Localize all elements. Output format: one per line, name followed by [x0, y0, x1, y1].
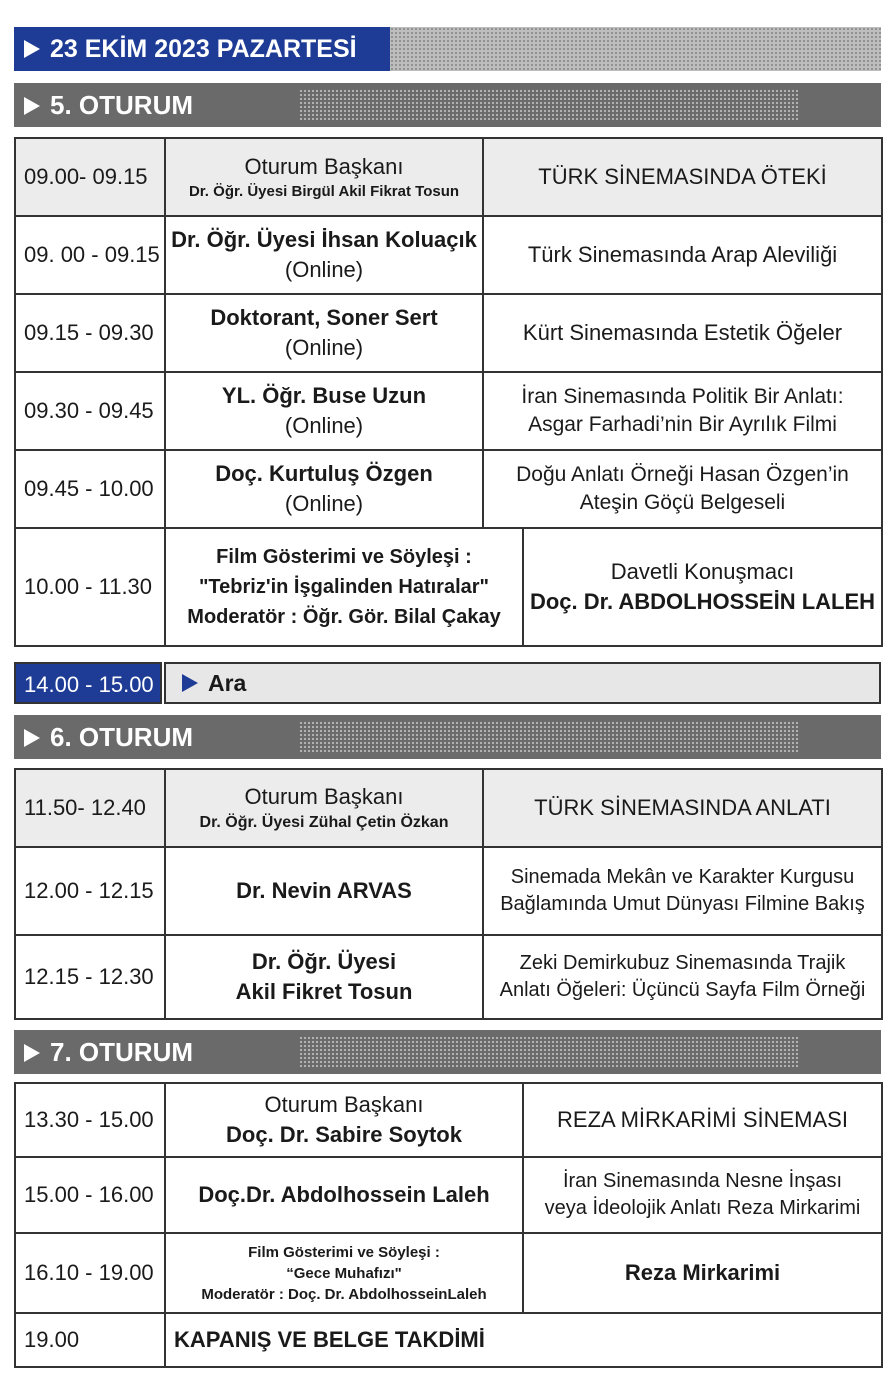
table-row: 11.50- 12.40 Oturum Başkanı Dr. Öğr. Üyesi Zühal Çetin Özkan TÜRK SİNEMASINDA ANLATI	[15, 769, 882, 847]
table-row: 09. 00 - 09.15 Dr. Öğr. Üyesi İhsan Koluaçık (Online) Türk Sinemasında Arap Aleviliği	[15, 216, 882, 294]
table-row: 10.00 - 11.30 Film Gösterimi ve Söyleşi : "Tebriz'in İşgalinden Hatıralar" Moderatör : Öğr. Gör. Bilal Çakay Davetli Konuşmacı Doç. Dr. ABDOLHOSSEİN LALEH	[15, 528, 882, 646]
play-triangle-icon	[24, 729, 40, 747]
session-6-table	[14, 768, 883, 1020]
day-header	[14, 27, 881, 71]
session-5-title: 5. OTURUM	[50, 90, 193, 120]
break-label-box: Ara	[164, 662, 881, 704]
session-6-header	[14, 715, 881, 759]
table-row: 09.15 - 09.30 Doktorant, Soner Sert (Online) Kürt Sinemasında Estetik Öğeler	[15, 294, 882, 372]
session-5-header	[14, 83, 881, 127]
play-triangle-icon	[24, 1044, 40, 1062]
play-triangle-icon	[24, 97, 40, 115]
break-row	[14, 662, 881, 704]
table-row: 12.15 - 12.30 Dr. Öğr. Üyesi Akil Fikret Tosun Zeki Demirkubuz Sinemasında Trajik Anlatı Öğeleri: Üçüncü Sayfa Film Örneği	[15, 935, 882, 1019]
time-cell: 09.00- 09.15	[15, 138, 165, 216]
table-row: 16.10 - 19.00 Film Gösterimi ve Söyleşi : “Gece Muhafızı" Moderatör : Doç. Dr. AbdolhosseinLaleh Reza Mirkarimi	[15, 1233, 882, 1313]
table-row: 09.45 - 10.00 Doç. Kurtuluş Özgen (Online) Doğu Anlatı Örneği Hasan Özgen’in Ateşin Göçü Belgeseli	[15, 450, 882, 528]
table-row: 15.00 - 16.00 Doç.Dr. Abdolhossein Laleh İran Sinemasında Nesne İnşası veya İdeolojik Anlatı Reza Mirkarimi	[15, 1157, 882, 1233]
session-5-table	[14, 137, 883, 647]
table-row	[15, 138, 882, 216]
day-title-box	[14, 27, 390, 71]
day-title: 23 EKİM 2023 PAZARTESİ	[50, 35, 357, 63]
session-7-table	[14, 1082, 883, 1368]
play-triangle-icon	[182, 674, 198, 692]
session-7-header	[14, 1030, 881, 1074]
chair-cell: Oturum Başkanı Dr. Öğr. Üyesi Birgül Akil Fikrat Tosun	[165, 138, 483, 216]
session-7-title: 7. OTURUM	[50, 1037, 193, 1067]
table-row: 12.00 - 12.15 Dr. Nevin ARVAS Sinemada Mekân ve Karakter Kurgusu Bağlamında Umut Dünyası Filmine Bakış	[15, 847, 882, 935]
break-time: 14.00 - 15.00	[14, 662, 162, 704]
table-row: 13.30 - 15.00 Oturum Başkanı Doç. Dr. Sabire Soytok REZA MİRKARİMİ SİNEMASI	[15, 1083, 882, 1157]
table-row: 19.00 KAPANIŞ VE BELGE TAKDİMİ	[15, 1313, 882, 1367]
session-6-title: 6. OTURUM	[50, 722, 193, 752]
session-topic: TÜRK SİNEMASINDA ÖTEKİ	[483, 138, 882, 216]
table-row: 09.30 - 09.45 YL. Öğr. Buse Uzun (Online) İran Sinemasında Politik Bir Anlatı: Asgar Farhadi’nin Bir Ayrılık Filmi	[15, 372, 882, 450]
play-triangle-icon	[24, 40, 40, 58]
